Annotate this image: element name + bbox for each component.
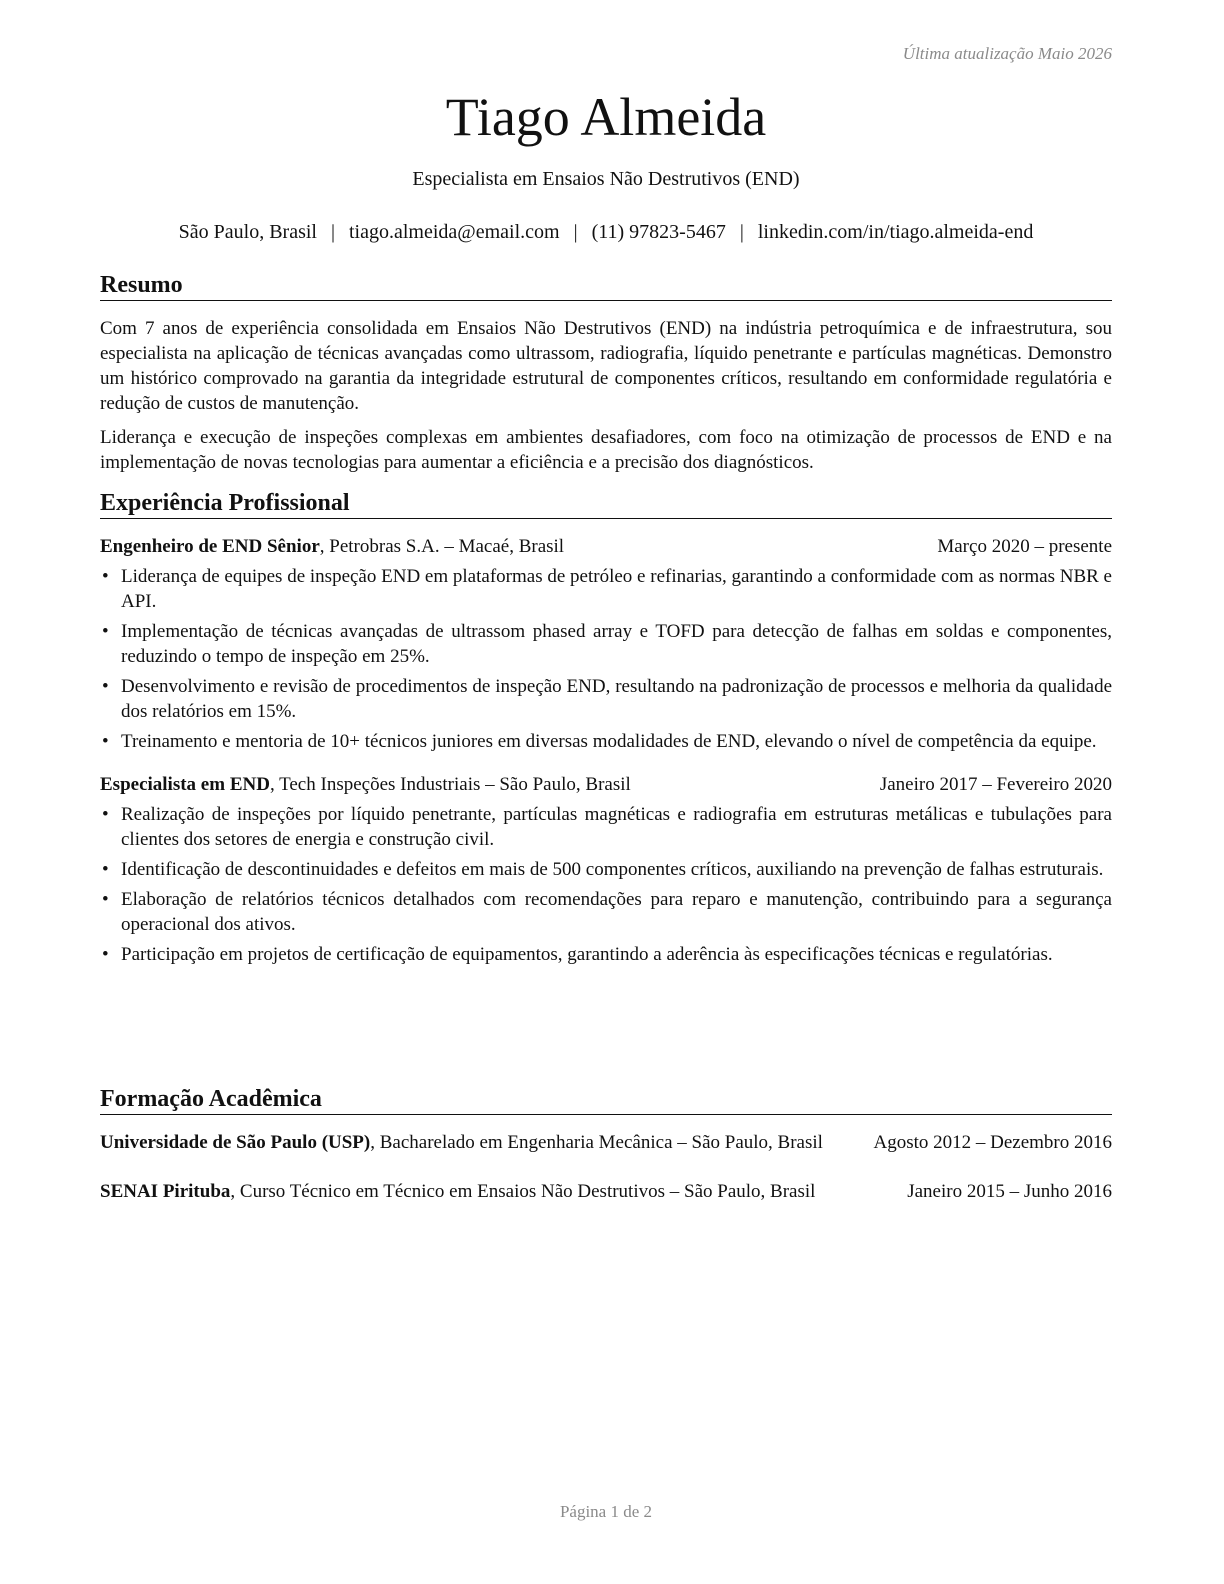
job-dates: Janeiro 2017 – Fevereiro 2020	[879, 774, 1112, 795]
job-bullet: • Liderança de equipes de inspeção END em plataformas de petróleo e refinarias, garantindo a conformidade com as normas NBR e API.	[100, 564, 1112, 614]
job-bullets	[100, 564, 1112, 754]
job-bullet: • Treinamento e mentoria de 10+ técnicos juniores em diversas modalidades de END, elevando o nível de competência da equipe.	[100, 729, 1112, 754]
job-bullet: • Desenvolvimento e revisão de procedimentos de inspeção END, resultando na padronização de processos e melhoria da qualidade dos relatórios em 15%.	[100, 674, 1112, 724]
summary-paragraph: Liderança e execução de inspeções complexas em ambientes desafiadores, com foco na otimização de processos de END e na implementação de novas tecnologias para aumentar a eficiência e a precisão dos diagnósticos.	[100, 427, 1112, 473]
job-role: Engenheiro de END Sênior	[100, 536, 320, 557]
contact-email[interactable]: tiago.almeida@email.com	[349, 221, 560, 243]
job-bullet: • Implementação de técnicas avançadas de ultrassom phased array e TOFD para detecção de falhas em soldas e componentes, reduzindo o tempo de inspeção em 25%.	[100, 619, 1112, 669]
job-bullets	[100, 802, 1112, 967]
page-number: Página 1 de 2	[559, 1502, 653, 1521]
job-bullet: • Realização de inspeções por líquido penetrante, partículas magnéticas e radiografia em estruturas metálicas e tubulações para clientes dos setores de energia e construção civil.	[100, 802, 1112, 852]
candidate-name: Tiago Almeida	[445, 87, 767, 147]
section-heading-summary: Resumo	[100, 270, 1112, 301]
job-header	[100, 534, 1112, 559]
contact-separator: |	[573, 221, 578, 243]
section-heading-experience: Experiência Profissional	[100, 488, 1112, 519]
job-company: , Petrobras S.A. – Macaé, Brasil	[319, 536, 565, 557]
education-section	[100, 1084, 1112, 1204]
job-role: Especialista em END	[100, 774, 270, 795]
education-dates: Agosto 2012 – Dezembro 2016	[873, 1132, 1112, 1153]
job-bullet: • Elaboração de relatórios técnicos detalhados com recomendações para reparo e manutenção, contribuindo para a segurança operacional dos ativos.	[100, 887, 1112, 937]
summary-section	[100, 270, 1112, 475]
job-entry	[100, 534, 1112, 754]
education-institution: Universidade de São Paulo (USP)	[100, 1132, 371, 1153]
education-entry	[100, 1179, 1112, 1204]
contact-location: São Paulo, Brasil	[178, 221, 317, 243]
resume-page	[100, 0, 1112, 1584]
job-company: , Tech Inspeções Industriais – São Paulo, Brasil	[269, 774, 631, 795]
education-institution: SENAI Pirituba	[100, 1181, 231, 1202]
education-entry	[100, 1130, 1112, 1155]
job-entry	[100, 772, 1112, 967]
contact-separator: |	[330, 221, 335, 243]
education-details: , Curso Técnico em Técnico em Ensaios Não Destrutivos – São Paulo, Brasil	[230, 1181, 816, 1202]
contact-linkedin[interactable]: linkedin.com/in/tiago.almeida-end	[757, 221, 1034, 243]
education-dates: Janeiro 2015 – Junho 2016	[907, 1181, 1112, 1202]
education-details: , Bacharelado em Engenharia Mecânica – São Paulo, Brasil	[370, 1132, 823, 1153]
candidate-title: Especialista em Ensaios Não Destrutivos (END)	[412, 168, 800, 190]
job-bullet: • Participação em projetos de certificação de equipamentos, garantindo a aderência às especificações técnicas e regulatórias.	[100, 942, 1112, 967]
section-heading-education: Formação Acadêmica	[100, 1084, 1112, 1115]
contact-line	[100, 219, 1112, 245]
job-dates: Março 2020 – presente	[937, 536, 1112, 557]
summary-paragraph: Com 7 anos de experiência consolidada em Ensaios Não Destrutivos (END) na indústria petroquímica e de infraestrutura, sou especialista na aplicação de técnicas avançadas como ultrassom, radiografia, líquido penetrante e partículas magnéticas. Demonstro um histórico comprovado na garantia da integridade estrutural de componentes críticos, resultando em conformidade regulatória e redução de custos de manutenção.	[100, 318, 1112, 414]
contact-phone: (11) 97823-5467	[591, 221, 726, 243]
last-updated: Última atualização Maio 2026	[902, 44, 1112, 63]
job-header	[100, 772, 1112, 797]
experience-section	[100, 488, 1112, 972]
job-bullet: • Identificação de descontinuidades e defeitos em mais de 500 componentes críticos, auxiliando na prevenção de falhas estruturais.	[100, 857, 1112, 882]
contact-separator: |	[739, 221, 744, 243]
